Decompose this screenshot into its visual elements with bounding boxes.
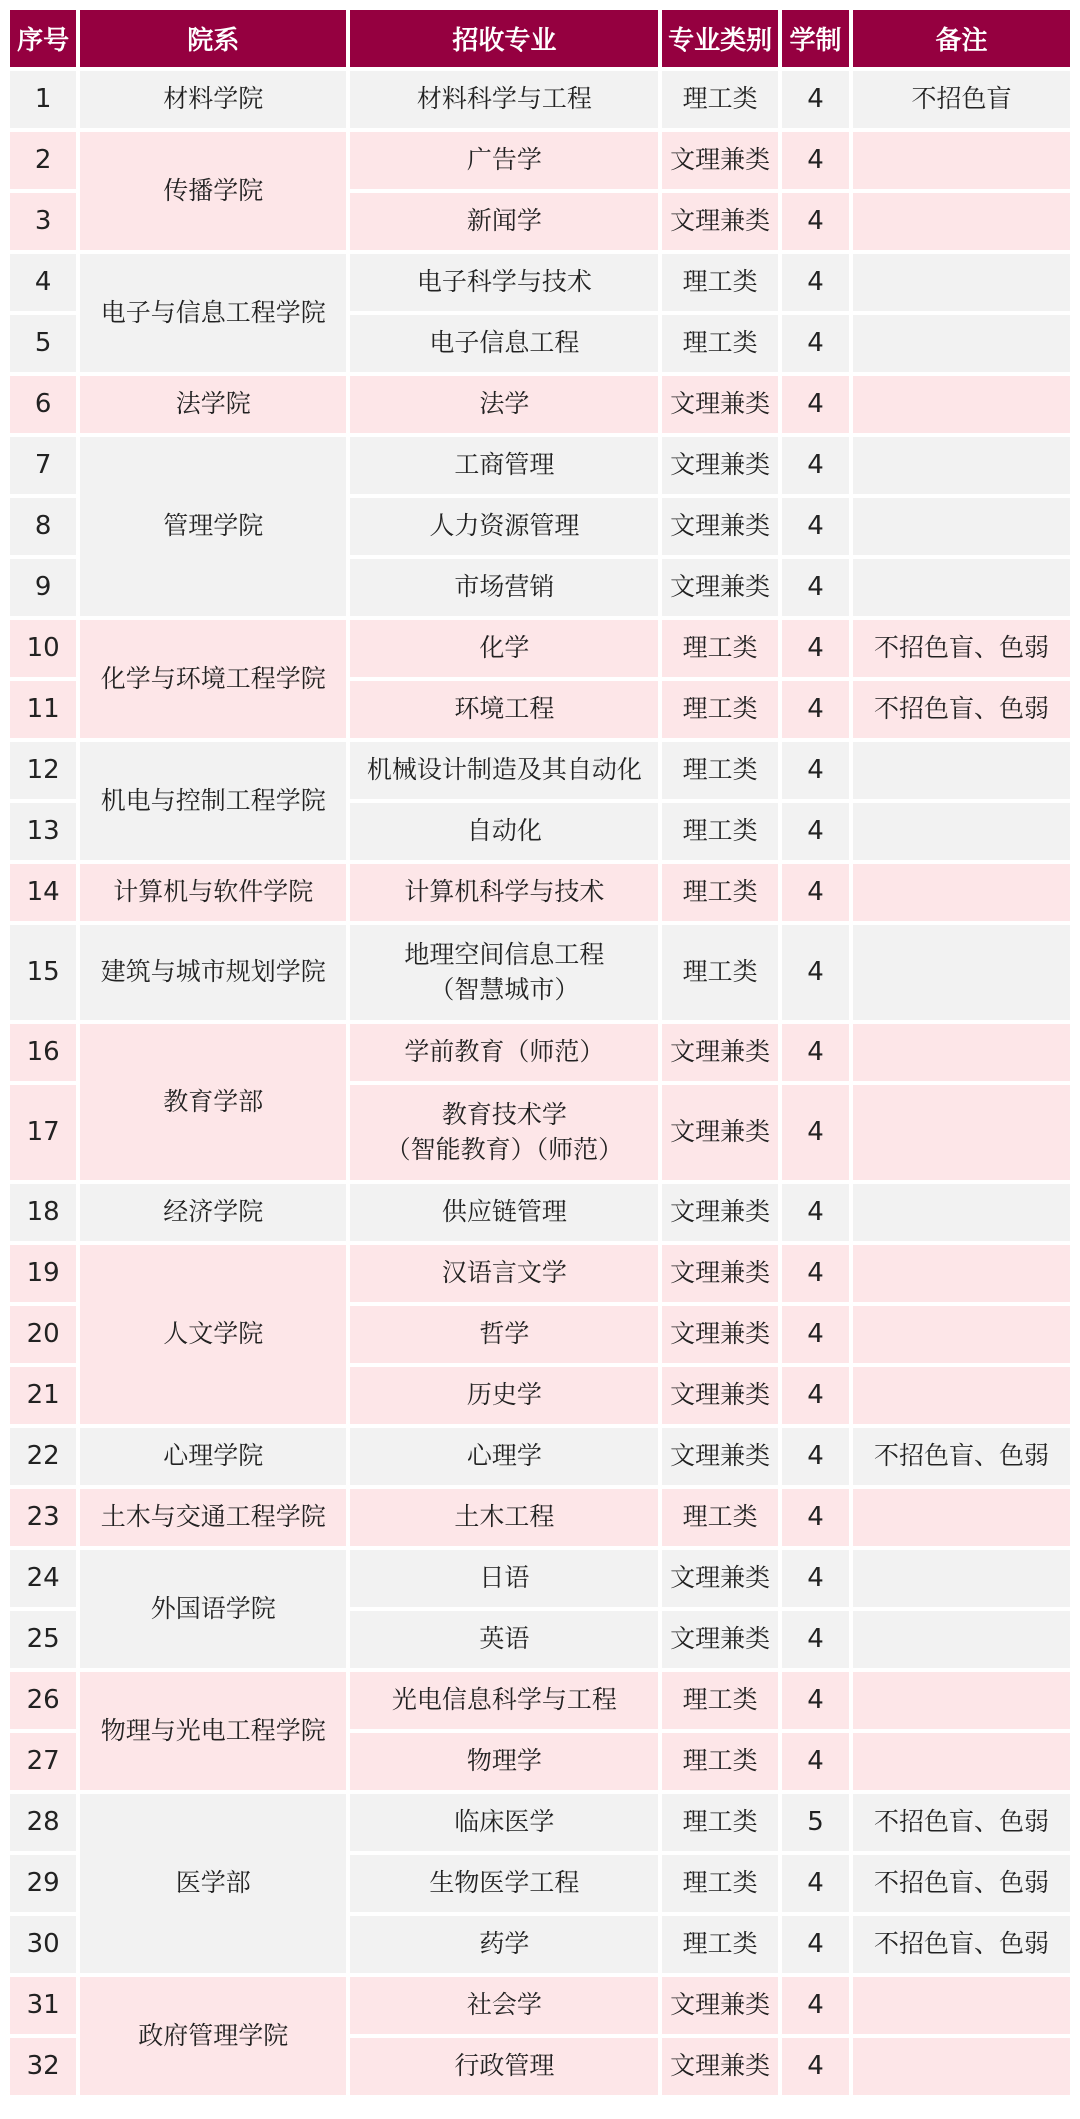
major-cell: 历史学 bbox=[350, 1367, 658, 1424]
major-cell: 英语 bbox=[350, 1611, 658, 1668]
remarks-cell bbox=[853, 1245, 1070, 1302]
row-index-cell: 17 bbox=[10, 1085, 76, 1180]
remarks-cell bbox=[853, 1550, 1070, 1607]
row-index-cell: 2 bbox=[10, 132, 76, 189]
duration-cell: 4 bbox=[782, 2038, 849, 2095]
major-cell: 法学 bbox=[350, 376, 658, 433]
major-cell: 心理学 bbox=[350, 1428, 658, 1485]
category-cell: 文理兼类 bbox=[662, 559, 777, 616]
major-cell: 土木工程 bbox=[350, 1489, 658, 1546]
duration-cell: 4 bbox=[782, 1672, 849, 1729]
duration-cell: 4 bbox=[782, 1085, 849, 1180]
category-cell: 文理兼类 bbox=[662, 1245, 777, 1302]
row-index-cell: 24 bbox=[10, 1550, 76, 1607]
row-index-cell: 5 bbox=[10, 315, 76, 372]
major-cell: 电子科学与技术 bbox=[350, 254, 658, 311]
category-cell: 理工类 bbox=[662, 1916, 777, 1973]
duration-cell: 4 bbox=[782, 620, 849, 677]
duration-cell: 4 bbox=[782, 559, 849, 616]
row-index-cell: 22 bbox=[10, 1428, 76, 1485]
duration-cell: 4 bbox=[782, 1024, 849, 1081]
duration-cell: 4 bbox=[782, 1367, 849, 1424]
duration-cell: 4 bbox=[782, 1245, 849, 1302]
category-cell: 文理兼类 bbox=[662, 376, 777, 433]
remarks-cell: 不招色盲 bbox=[853, 71, 1070, 128]
category-cell: 理工类 bbox=[662, 1672, 777, 1729]
department-cell: 机电与控制工程学院 bbox=[80, 742, 346, 860]
remarks-cell bbox=[853, 498, 1070, 555]
remarks-cell bbox=[853, 315, 1070, 372]
department-cell: 教育学部 bbox=[80, 1024, 346, 1180]
major-cell: 机械设计制造及其自动化 bbox=[350, 742, 658, 799]
major-cell: 哲学 bbox=[350, 1306, 658, 1363]
major-cell: 人力资源管理 bbox=[350, 498, 658, 555]
category-cell: 理工类 bbox=[662, 864, 777, 921]
major-cell: 行政管理 bbox=[350, 2038, 658, 2095]
department-cell: 外国语学院 bbox=[80, 1550, 346, 1668]
table-row bbox=[10, 742, 1070, 799]
department-cell: 政府管理学院 bbox=[80, 1977, 346, 2095]
department-cell: 医学部 bbox=[80, 1794, 346, 1973]
major-cell: 供应链管理 bbox=[350, 1184, 658, 1241]
duration-cell: 4 bbox=[782, 132, 849, 189]
table-row bbox=[10, 1184, 1070, 1241]
major-cell: 工商管理 bbox=[350, 437, 658, 494]
row-index-cell: 15 bbox=[10, 925, 76, 1020]
major-cell: 学前教育（师范） bbox=[350, 1024, 658, 1081]
remarks-cell bbox=[853, 925, 1070, 1020]
remarks-cell bbox=[853, 254, 1070, 311]
duration-cell: 4 bbox=[782, 437, 849, 494]
remarks-cell bbox=[853, 1184, 1070, 1241]
table-row bbox=[10, 1550, 1070, 1607]
row-index-cell: 16 bbox=[10, 1024, 76, 1081]
table-row bbox=[10, 1245, 1070, 1302]
duration-cell: 4 bbox=[782, 1611, 849, 1668]
header-index: 序号 bbox=[10, 10, 76, 67]
remarks-cell bbox=[853, 864, 1070, 921]
department-cell: 化学与环境工程学院 bbox=[80, 620, 346, 738]
major-cell: 临床医学 bbox=[350, 1794, 658, 1851]
remarks-cell bbox=[853, 2038, 1070, 2095]
category-cell: 文理兼类 bbox=[662, 132, 777, 189]
remarks-cell bbox=[853, 1306, 1070, 1363]
table-row bbox=[10, 1489, 1070, 1546]
row-index-cell: 27 bbox=[10, 1733, 76, 1790]
table-row bbox=[10, 1024, 1070, 1081]
remarks-cell bbox=[853, 376, 1070, 433]
category-cell: 文理兼类 bbox=[662, 1611, 777, 1668]
majors-table bbox=[6, 6, 1074, 2099]
category-cell: 文理兼类 bbox=[662, 1367, 777, 1424]
row-index-cell: 26 bbox=[10, 1672, 76, 1729]
category-cell: 文理兼类 bbox=[662, 1306, 777, 1363]
category-cell: 理工类 bbox=[662, 1489, 777, 1546]
remarks-cell: 不招色盲、色弱 bbox=[853, 1428, 1070, 1485]
category-cell: 理工类 bbox=[662, 681, 777, 738]
department-cell: 物理与光电工程学院 bbox=[80, 1672, 346, 1790]
row-index-cell: 30 bbox=[10, 1916, 76, 1973]
duration-cell: 4 bbox=[782, 193, 849, 250]
remarks-cell bbox=[853, 1733, 1070, 1790]
table-row bbox=[10, 71, 1070, 128]
remarks-cell bbox=[853, 193, 1070, 250]
remarks-cell: 不招色盲、色弱 bbox=[853, 1916, 1070, 1973]
duration-cell: 4 bbox=[782, 1306, 849, 1363]
category-cell: 文理兼类 bbox=[662, 498, 777, 555]
department-cell: 电子与信息工程学院 bbox=[80, 254, 346, 372]
table-row bbox=[10, 1672, 1070, 1729]
duration-cell: 5 bbox=[782, 1794, 849, 1851]
table-row bbox=[10, 620, 1070, 677]
duration-cell: 4 bbox=[782, 376, 849, 433]
category-cell: 理工类 bbox=[662, 1733, 777, 1790]
header-duration: 学制 bbox=[782, 10, 849, 67]
row-index-cell: 10 bbox=[10, 620, 76, 677]
row-index-cell: 11 bbox=[10, 681, 76, 738]
remarks-cell bbox=[853, 742, 1070, 799]
table-row bbox=[10, 132, 1070, 189]
major-cell: 广告学 bbox=[350, 132, 658, 189]
department-cell: 法学院 bbox=[80, 376, 346, 433]
duration-cell: 4 bbox=[782, 1550, 849, 1607]
category-cell: 文理兼类 bbox=[662, 1428, 777, 1485]
category-cell: 理工类 bbox=[662, 803, 777, 860]
row-index-cell: 13 bbox=[10, 803, 76, 860]
category-cell: 理工类 bbox=[662, 925, 777, 1020]
category-cell: 文理兼类 bbox=[662, 1024, 777, 1081]
row-index-cell: 20 bbox=[10, 1306, 76, 1363]
category-cell: 理工类 bbox=[662, 315, 777, 372]
remarks-cell bbox=[853, 132, 1070, 189]
row-index-cell: 12 bbox=[10, 742, 76, 799]
duration-cell: 4 bbox=[782, 1733, 849, 1790]
table-row bbox=[10, 254, 1070, 311]
row-index-cell: 29 bbox=[10, 1855, 76, 1912]
remarks-cell bbox=[853, 1367, 1070, 1424]
remarks-cell bbox=[853, 1672, 1070, 1729]
category-cell: 文理兼类 bbox=[662, 1550, 777, 1607]
row-index-cell: 31 bbox=[10, 1977, 76, 2034]
category-cell: 文理兼类 bbox=[662, 193, 777, 250]
major-cell: 物理学 bbox=[350, 1733, 658, 1790]
row-index-cell: 6 bbox=[10, 376, 76, 433]
remarks-cell bbox=[853, 559, 1070, 616]
row-index-cell: 14 bbox=[10, 864, 76, 921]
row-index-cell: 28 bbox=[10, 1794, 76, 1851]
major-cell: 生物医学工程 bbox=[350, 1855, 658, 1912]
table-row bbox=[10, 925, 1070, 1020]
row-index-cell: 4 bbox=[10, 254, 76, 311]
table-body bbox=[10, 71, 1070, 2095]
major-cell: 汉语言文学 bbox=[350, 1245, 658, 1302]
row-index-cell: 3 bbox=[10, 193, 76, 250]
table-row bbox=[10, 376, 1070, 433]
duration-cell: 4 bbox=[782, 1489, 849, 1546]
major-cell: 教育技术学 （智能教育）（师范） bbox=[350, 1085, 658, 1180]
category-cell: 理工类 bbox=[662, 742, 777, 799]
table-row bbox=[10, 1977, 1070, 2034]
remarks-cell: 不招色盲、色弱 bbox=[853, 1794, 1070, 1851]
duration-cell: 4 bbox=[782, 864, 849, 921]
duration-cell: 4 bbox=[782, 1855, 849, 1912]
header-remarks: 备注 bbox=[853, 10, 1070, 67]
major-cell: 光电信息科学与工程 bbox=[350, 1672, 658, 1729]
category-cell: 理工类 bbox=[662, 1794, 777, 1851]
table-row bbox=[10, 1794, 1070, 1851]
duration-cell: 4 bbox=[782, 1428, 849, 1485]
category-cell: 理工类 bbox=[662, 71, 777, 128]
row-index-cell: 8 bbox=[10, 498, 76, 555]
header-department: 院系 bbox=[80, 10, 346, 67]
major-cell: 市场营销 bbox=[350, 559, 658, 616]
row-index-cell: 25 bbox=[10, 1611, 76, 1668]
remarks-cell bbox=[853, 1489, 1070, 1546]
duration-cell: 4 bbox=[782, 315, 849, 372]
header-major: 招收专业 bbox=[350, 10, 658, 67]
duration-cell: 4 bbox=[782, 681, 849, 738]
duration-cell: 4 bbox=[782, 1977, 849, 2034]
remarks-cell bbox=[853, 1977, 1070, 2034]
table-row bbox=[10, 864, 1070, 921]
category-cell: 文理兼类 bbox=[662, 2038, 777, 2095]
table-row bbox=[10, 437, 1070, 494]
table-header-row bbox=[10, 10, 1070, 67]
remarks-cell bbox=[853, 1611, 1070, 1668]
major-cell: 计算机科学与技术 bbox=[350, 864, 658, 921]
major-cell: 地理空间信息工程 （智慧城市） bbox=[350, 925, 658, 1020]
duration-cell: 4 bbox=[782, 1916, 849, 1973]
department-cell: 计算机与软件学院 bbox=[80, 864, 346, 921]
row-index-cell: 19 bbox=[10, 1245, 76, 1302]
department-cell: 人文学院 bbox=[80, 1245, 346, 1424]
remarks-cell bbox=[853, 1085, 1070, 1180]
major-cell: 社会学 bbox=[350, 1977, 658, 2034]
major-cell: 材料科学与工程 bbox=[350, 71, 658, 128]
majors-table-container bbox=[10, 10, 1070, 2099]
duration-cell: 4 bbox=[782, 1184, 849, 1241]
department-cell: 心理学院 bbox=[80, 1428, 346, 1485]
remarks-cell bbox=[853, 1024, 1070, 1081]
remarks-cell: 不招色盲、色弱 bbox=[853, 681, 1070, 738]
remarks-cell bbox=[853, 437, 1070, 494]
major-cell: 电子信息工程 bbox=[350, 315, 658, 372]
row-index-cell: 1 bbox=[10, 71, 76, 128]
duration-cell: 4 bbox=[782, 803, 849, 860]
category-cell: 文理兼类 bbox=[662, 1977, 777, 2034]
row-index-cell: 18 bbox=[10, 1184, 76, 1241]
category-cell: 理工类 bbox=[662, 1855, 777, 1912]
major-cell: 日语 bbox=[350, 1550, 658, 1607]
category-cell: 理工类 bbox=[662, 620, 777, 677]
category-cell: 理工类 bbox=[662, 254, 777, 311]
category-cell: 文理兼类 bbox=[662, 1184, 777, 1241]
duration-cell: 4 bbox=[782, 254, 849, 311]
duration-cell: 4 bbox=[782, 742, 849, 799]
duration-cell: 4 bbox=[782, 498, 849, 555]
row-index-cell: 23 bbox=[10, 1489, 76, 1546]
header-category: 专业类别 bbox=[662, 10, 777, 67]
row-index-cell: 7 bbox=[10, 437, 76, 494]
department-cell: 经济学院 bbox=[80, 1184, 346, 1241]
major-cell: 药学 bbox=[350, 1916, 658, 1973]
department-cell: 材料学院 bbox=[80, 71, 346, 128]
row-index-cell: 9 bbox=[10, 559, 76, 616]
row-index-cell: 32 bbox=[10, 2038, 76, 2095]
department-cell: 建筑与城市规划学院 bbox=[80, 925, 346, 1020]
remarks-cell: 不招色盲、色弱 bbox=[853, 1855, 1070, 1912]
major-cell: 环境工程 bbox=[350, 681, 658, 738]
duration-cell: 4 bbox=[782, 925, 849, 1020]
major-cell: 化学 bbox=[350, 620, 658, 677]
remarks-cell: 不招色盲、色弱 bbox=[853, 620, 1070, 677]
row-index-cell: 21 bbox=[10, 1367, 76, 1424]
major-cell: 自动化 bbox=[350, 803, 658, 860]
department-cell: 管理学院 bbox=[80, 437, 346, 616]
table-row bbox=[10, 1428, 1070, 1485]
category-cell: 文理兼类 bbox=[662, 437, 777, 494]
duration-cell: 4 bbox=[782, 71, 849, 128]
major-cell: 新闻学 bbox=[350, 193, 658, 250]
department-cell: 传播学院 bbox=[80, 132, 346, 250]
category-cell: 文理兼类 bbox=[662, 1085, 777, 1180]
department-cell: 土木与交通工程学院 bbox=[80, 1489, 346, 1546]
remarks-cell bbox=[853, 803, 1070, 860]
